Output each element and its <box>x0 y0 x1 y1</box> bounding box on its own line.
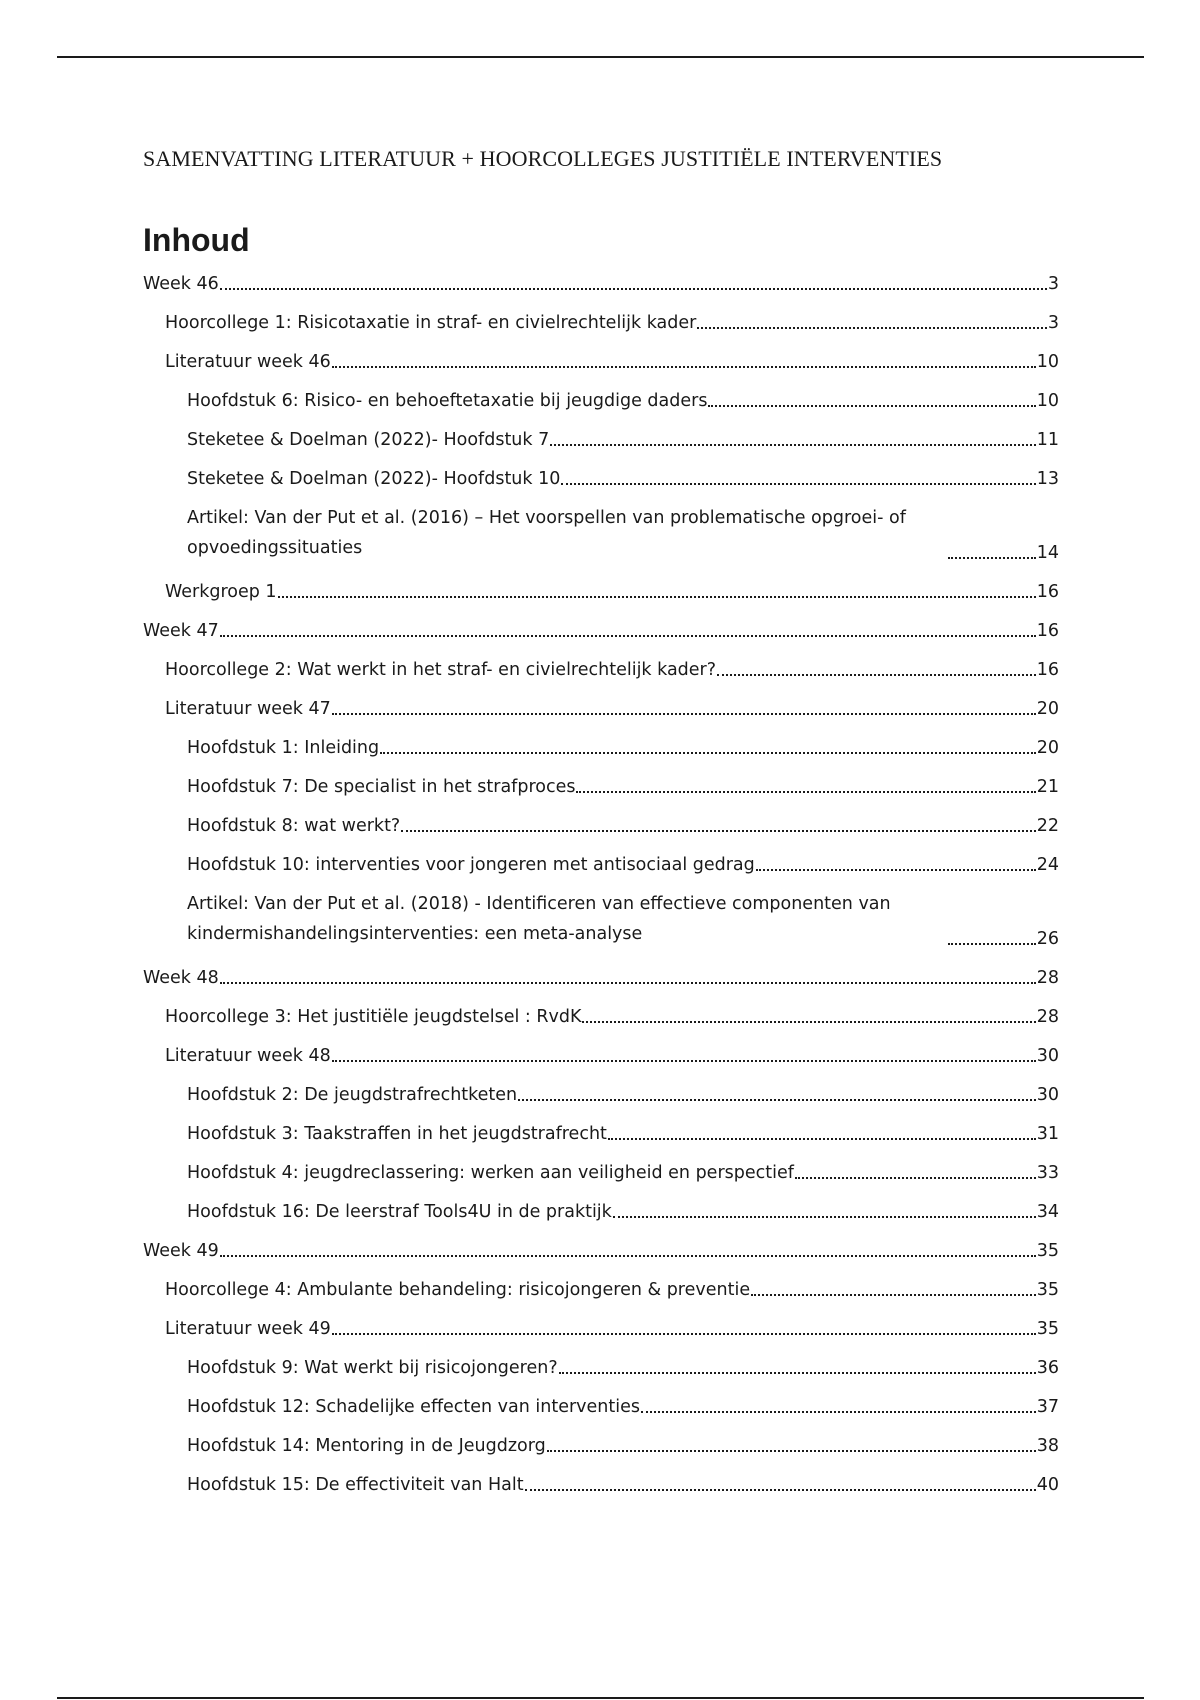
toc-page-number: 35 <box>1036 1319 1059 1339</box>
toc-entry-title: Hoorcollege 4: Ambulante behandeling: risicojongeren & preventie <box>165 1280 751 1300</box>
toc-page-number: 40 <box>1036 1475 1059 1495</box>
footer-rule <box>57 1697 1144 1699</box>
toc-entry[interactable] <box>143 1397 1059 1417</box>
toc-page-number: 3 <box>1047 313 1059 333</box>
toc-entry[interactable] <box>143 1358 1059 1378</box>
table-of-contents <box>143 274 1059 1514</box>
toc-entry-title: Hoorcollege 1: Risicotaxatie in straf- en civielrechtelijk kader <box>165 313 697 333</box>
toc-page-number: 16 <box>1036 582 1059 602</box>
toc-page-number: 20 <box>1036 699 1059 719</box>
toc-leader <box>278 596 1036 598</box>
toc-entry[interactable] <box>143 777 1059 797</box>
toc-page-number: 35 <box>1036 1241 1059 1261</box>
toc-entry-title: Week 49 <box>143 1241 219 1261</box>
toc-entry-title: Hoofdstuk 9: Wat werkt bij risicojongeren? <box>187 1358 558 1378</box>
toc-entry[interactable] <box>143 1280 1059 1300</box>
toc-entry-title: Hoofdstuk 4: jeugdreclassering: werken aan veiligheid en perspectief <box>187 1163 794 1183</box>
toc-leader <box>550 444 1035 446</box>
toc-leader <box>582 1021 1035 1023</box>
toc-entry[interactable] <box>143 1007 1059 1027</box>
toc-entry[interactable] <box>143 1124 1059 1144</box>
toc-page-number: 20 <box>1036 738 1059 758</box>
toc-leader <box>332 1060 1036 1062</box>
toc-entry[interactable] <box>143 1085 1059 1105</box>
toc-entry-title: Hoofdstuk 7: De specialist in het strafproces <box>187 777 576 797</box>
toc-entry[interactable] <box>143 1319 1059 1339</box>
header-rule <box>57 56 1144 58</box>
toc-entry-title: Literatuur week 46 <box>165 352 331 372</box>
toc-entry[interactable] <box>143 816 1059 836</box>
toc-entry[interactable] <box>143 582 1059 602</box>
toc-leader <box>220 982 1036 984</box>
toc-leader <box>380 752 1036 754</box>
toc-entry-title: Hoofdstuk 6: Risico- en behoeftetaxatie bij jeugdige daders <box>187 391 708 411</box>
toc-page-number: 35 <box>1036 1280 1059 1300</box>
toc-entry[interactable] <box>143 738 1059 758</box>
toc-entry[interactable] <box>143 1475 1059 1495</box>
toc-entry-title: Hoofdstuk 3: Taakstraffen in het jeugdstrafrecht <box>187 1124 607 1144</box>
toc-leader <box>576 791 1035 793</box>
toc-entry[interactable] <box>143 503 1059 563</box>
toc-page-number: 3 <box>1047 274 1059 294</box>
toc-leader <box>220 635 1036 637</box>
toc-entry-title: Week 48 <box>143 968 219 988</box>
toc-leader <box>751 1294 1036 1296</box>
toc-leader <box>708 405 1035 407</box>
toc-entry[interactable] <box>143 1202 1059 1222</box>
toc-page-number: 14 <box>1036 543 1059 563</box>
toc-entry[interactable] <box>143 469 1059 489</box>
toc-page-number: 28 <box>1036 1007 1059 1027</box>
toc-entry-title: Hoofdstuk 1: Inleiding <box>187 738 380 758</box>
toc-entry[interactable] <box>143 391 1059 411</box>
toc-leader <box>717 674 1036 676</box>
toc-leader <box>220 1255 1036 1257</box>
toc-leader <box>641 1411 1036 1413</box>
toc-entry[interactable] <box>143 274 1059 294</box>
toc-leader <box>332 713 1036 715</box>
toc-page-number: 36 <box>1036 1358 1059 1378</box>
toc-entry-title: Hoorcollege 2: Wat werkt in het straf- en civielrechtelijk kader? <box>165 660 717 680</box>
toc-entry[interactable] <box>143 699 1059 719</box>
toc-entry[interactable] <box>143 430 1059 450</box>
toc-page-number: 26 <box>1036 929 1059 949</box>
toc-entry-title: Hoofdstuk 14: Mentoring in de Jeugdzorg <box>187 1436 546 1456</box>
toc-page-number: 38 <box>1036 1436 1059 1456</box>
toc-page-number: 22 <box>1036 816 1059 836</box>
toc-leader <box>547 1450 1036 1452</box>
toc-page-number: 24 <box>1036 855 1059 875</box>
toc-page-number: 16 <box>1036 660 1059 680</box>
toc-entry[interactable] <box>143 1436 1059 1456</box>
toc-entry-title: Literatuur week 49 <box>165 1319 331 1339</box>
toc-page-number: 10 <box>1036 352 1059 372</box>
toc-page-number: 21 <box>1036 777 1059 797</box>
toc-entry-title: Hoofdstuk 2: De jeugdstrafrechtketen <box>187 1085 518 1105</box>
toc-entry[interactable] <box>143 1241 1059 1261</box>
toc-entry-title: Steketee & Doelman (2022)- Hoofdstuk 10 <box>187 469 561 489</box>
toc-entry-title: Hoorcollege 3: Het justitiële jeugdstelsel : RvdK <box>165 1007 582 1027</box>
toc-leader <box>220 288 1047 290</box>
toc-entry[interactable] <box>143 1163 1059 1183</box>
toc-entry[interactable] <box>143 660 1059 680</box>
toc-leader <box>332 1333 1036 1335</box>
toc-entry[interactable] <box>143 1046 1059 1066</box>
toc-heading: Inhoud <box>143 222 250 258</box>
toc-entry-title: Literatuur week 48 <box>165 1046 331 1066</box>
toc-entry[interactable] <box>143 313 1059 333</box>
document-title: SAMENVATTING LITERATUUR + HOORCOLLEGES JUSTITIËLE INTERVENTIES <box>143 146 943 171</box>
toc-page-number: 37 <box>1036 1397 1059 1417</box>
toc-page-number: 30 <box>1036 1046 1059 1066</box>
toc-leader <box>697 327 1047 329</box>
toc-entry-title: Hoofdstuk 12: Schadelijke effecten van interventies <box>187 1397 641 1417</box>
toc-entry[interactable] <box>143 889 1059 949</box>
toc-entry-title: Week 47 <box>143 621 219 641</box>
toc-entry-title: Werkgroep 1 <box>165 582 277 602</box>
toc-page-number: 16 <box>1036 621 1059 641</box>
toc-leader <box>525 1489 1036 1491</box>
toc-entry[interactable] <box>143 621 1059 641</box>
toc-entry-title: Artikel: Van der Put et al. (2016) – Het voorspellen van problematische opgroei- of opvoedingssituaties <box>187 508 906 558</box>
toc-leader <box>559 1372 1036 1374</box>
toc-page-number: 10 <box>1036 391 1059 411</box>
toc-leader <box>613 1216 1036 1218</box>
toc-page-number: 34 <box>1036 1202 1059 1222</box>
toc-leader <box>756 869 1036 871</box>
toc-entry-title: Literatuur week 47 <box>165 699 331 719</box>
toc-entry[interactable] <box>143 968 1059 988</box>
toc-leader <box>401 830 1035 832</box>
toc-entry-title: Hoofdstuk 10: interventies voor jongeren met antisociaal gedrag <box>187 855 755 875</box>
toc-page-number: 13 <box>1036 469 1059 489</box>
toc-entry-title: Hoofdstuk 15: De effectiviteit van Halt <box>187 1475 524 1495</box>
toc-entry-title: Steketee & Doelman (2022)- Hoofdstuk 7 <box>187 430 550 450</box>
toc-entry-title: Hoofdstuk 16: De leerstraf Tools4U in de praktijk <box>187 1202 612 1222</box>
toc-page-number: 33 <box>1036 1163 1059 1183</box>
toc-leader <box>561 483 1035 485</box>
toc-page-number: 11 <box>1036 430 1059 450</box>
toc-page-number: 30 <box>1036 1085 1059 1105</box>
toc-leader <box>948 557 1036 559</box>
toc-leader <box>795 1177 1036 1179</box>
toc-leader <box>518 1099 1036 1101</box>
toc-entry-title: Hoofdstuk 8: wat werkt? <box>187 816 401 836</box>
toc-page-number: 31 <box>1036 1124 1059 1144</box>
toc-page-number: 28 <box>1036 968 1059 988</box>
toc-leader <box>332 366 1036 368</box>
toc-entry-title: Artikel: Van der Put et al. (2018) - Identificeren van effectieve componenten van kindermishandelingsinterventies: een meta-analyse <box>187 894 891 944</box>
toc-entry[interactable] <box>143 352 1059 372</box>
toc-leader <box>608 1138 1036 1140</box>
toc-leader <box>948 943 1036 945</box>
toc-entry[interactable] <box>143 855 1059 875</box>
toc-entry-title: Week 46 <box>143 274 219 294</box>
